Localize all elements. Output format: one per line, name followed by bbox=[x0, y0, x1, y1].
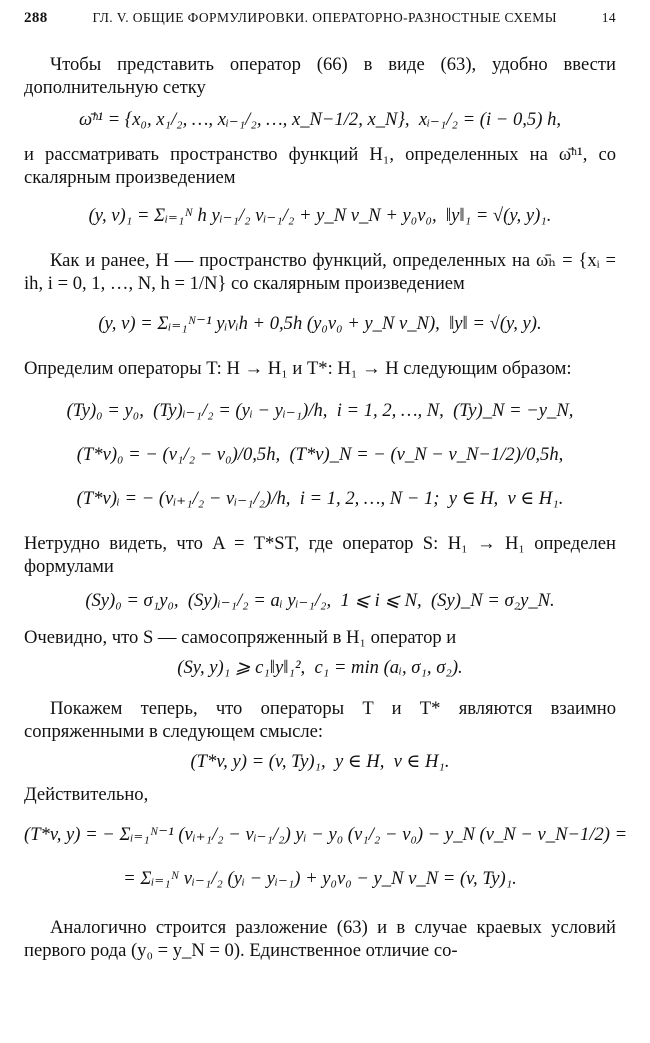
equation: (Sy, y)₁ ⩾ c₁‖y‖₁², c₁ = min (aᵢ, σ₁, σ₂). bbox=[177, 657, 463, 678]
paragraph: Аналогично строится разложение (63) и в случае краевых условий первого рода (y₀ = y_N = 0). Единственное отличие со- bbox=[24, 917, 616, 961]
equation: (Ty)₀ = y₀, (Ty)ᵢ₋₁/₂ = (yᵢ − yᵢ₋₁)/h, i = 1, 2, …, N, (Ty)_N = −y_N, bbox=[66, 400, 574, 421]
paragraph: Действительно, bbox=[24, 784, 149, 805]
paragraph: и рассматривать пространство функций H₁, определенных на ω̄ʰ¹, со скалярным произведением bbox=[24, 144, 616, 188]
equation: (Sy)₀ = σ₁y₀, (Sy)ᵢ₋₁/₂ = aᵢ yᵢ₋₁/₂, 1 ⩽ i ⩽ N, (Sy)_N = σ₂y_N. bbox=[85, 590, 555, 611]
paragraph: Как и ранее, H — пространство функций, определенных на ω̄ₕ = {xᵢ = ih, i = 0, 1, …, N, h = 1/N} со скалярным произведением bbox=[24, 250, 616, 294]
equation: (y, v) = Σᵢ₌₁ᴺ⁻¹ yᵢvᵢh + 0,5h (y₀v₀ + y_N v_N), ‖y‖ = √(y, y). bbox=[98, 313, 542, 334]
equation: ω̄ʰ¹ = {x₀, x₁/₂, …, xᵢ₋₁/₂, …, x_N−1/2, x_N}, xᵢ₋₁/₂ = (i − 0,5) h, bbox=[78, 109, 562, 130]
equation: = Σᵢ₌₁ᴺ vᵢ₋₁/₂ (yᵢ − yᵢ₋₁) + y₀v₀ − y_N v_N = (v, Ty)₁. bbox=[123, 868, 517, 889]
running-title: ГЛ. V. ОБЩИЕ ФОРМУЛИРОВКИ. ОПЕРАТОРНО-РАЗНОСТНЫЕ СХЕМЫ bbox=[92, 10, 557, 25]
running-header bbox=[24, 10, 616, 27]
equation: (T*v)ᵢ = − (vᵢ₊₁/₂ − vᵢ₋₁/₂)/h, i = 1, 2, …, N − 1; y ∈ H, v ∈ H₁. bbox=[76, 488, 564, 509]
paragraph: Покажем теперь, что операторы T и T* являются взаимно сопряженными в следующем смысле: bbox=[24, 698, 616, 742]
paragraph: Чтобы представить оператор (66) в виде (63), удобно ввести дополнительную сетку bbox=[24, 54, 616, 98]
paragraph: Очевидно, что S — самосопряженный в H₁ оператор и bbox=[24, 627, 457, 648]
page-number: 288 bbox=[24, 10, 48, 26]
equation: (T*v)₀ = − (v₁/₂ − v₀)/0,5h, (T*v)_N = − (v_N − v_N−1/2)/0,5h, bbox=[76, 444, 564, 465]
equation: (T*v, y) = − Σᵢ₌₁ᴺ⁻¹ (vᵢ₊₁/₂ − vᵢ₋₁/₂) yᵢ − y₀ (v₁/₂ − v₀) − y_N (v_N − v_N−1/2) = bbox=[24, 824, 628, 845]
section-number: 14 bbox=[601, 10, 616, 25]
equation: (T*v, y) = (v, Ty)₁, y ∈ H, v ∈ H₁. bbox=[190, 751, 450, 772]
equation: (y, v)₁ = Σᵢ₌₁ᴺ h yᵢ₋₁/₂ vᵢ₋₁/₂ + y_N v_N + y₀v₀, ‖y‖₁ = √(y, y)₁. bbox=[88, 205, 552, 226]
paragraph: Определим операторы T: H → H₁ и T*: H₁ → H следующим образом: bbox=[24, 358, 572, 379]
paragraph: Нетрудно видеть, что A = T*ST, где оператор S: H₁ → H₁ определен формулами bbox=[24, 533, 616, 577]
